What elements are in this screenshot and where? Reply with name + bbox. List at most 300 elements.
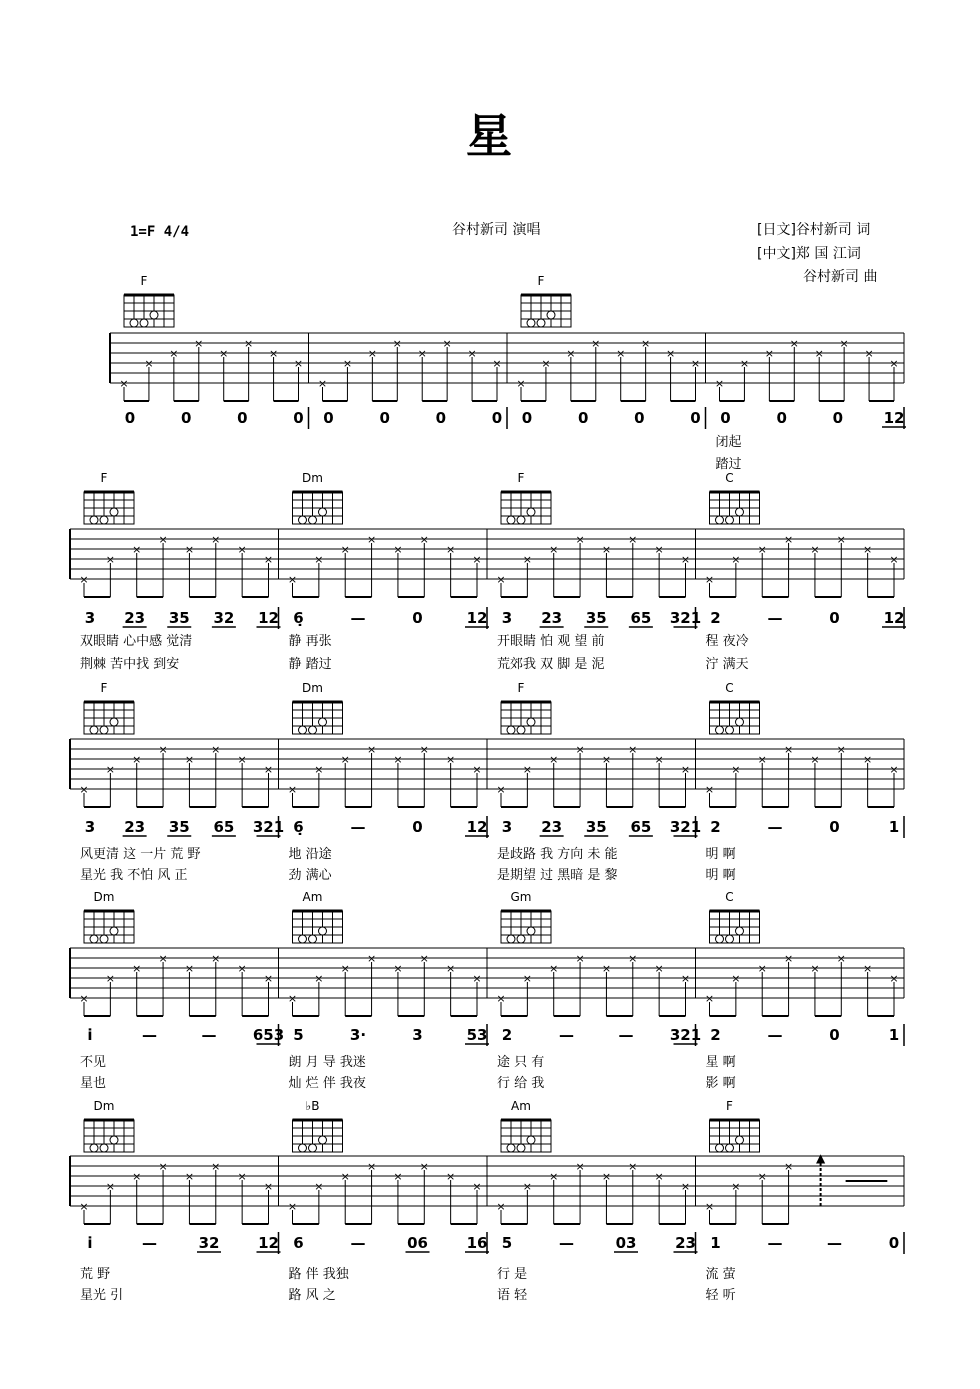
numbered-note: 0 bbox=[634, 409, 645, 427]
tab-x-mark: × bbox=[317, 377, 328, 390]
tab-x-mark: × bbox=[158, 533, 168, 546]
numbered-note: — bbox=[142, 1234, 157, 1252]
numbered-note: 2 bbox=[710, 818, 721, 836]
lyric-line-1: 程 夜冷 bbox=[705, 634, 749, 649]
tab-x-mark: × bbox=[366, 952, 377, 965]
numbered-note: 06 bbox=[407, 1234, 428, 1252]
tab-x-mark: × bbox=[496, 573, 506, 586]
tab-x-mark: × bbox=[79, 1200, 89, 1213]
tab-x-mark: × bbox=[366, 533, 377, 546]
tab-x-mark: × bbox=[836, 743, 846, 756]
numbered-note: 3 bbox=[412, 1026, 423, 1044]
tab-x-mark: × bbox=[105, 763, 115, 776]
lyric-line-2: 行 给 我 bbox=[497, 1076, 545, 1091]
tab-x-mark: × bbox=[549, 1170, 559, 1183]
finger-dot bbox=[527, 927, 535, 935]
key-signature: 1=F 4/4 bbox=[130, 224, 190, 240]
tab-x-mark: × bbox=[549, 753, 559, 766]
chord-name: F bbox=[517, 471, 525, 485]
tab-x-mark: × bbox=[704, 573, 715, 586]
lyric-line-2: 荆棘 苦中找 到安 bbox=[80, 657, 180, 672]
numbered-note: 65 bbox=[630, 818, 652, 836]
numbered-note: 03 bbox=[615, 1234, 637, 1252]
tab-x-mark: × bbox=[79, 573, 89, 586]
finger-dot bbox=[537, 319, 545, 327]
finger-dot bbox=[110, 1136, 118, 1144]
numbered-note: 0 bbox=[829, 1026, 840, 1044]
tab-x-mark: × bbox=[810, 962, 820, 975]
tab-x-mark: × bbox=[783, 952, 794, 965]
finger-dot bbox=[517, 726, 525, 734]
tab-x-mark: × bbox=[731, 763, 741, 776]
tab-x-mark: × bbox=[211, 952, 221, 965]
finger-dot bbox=[736, 508, 744, 516]
chord-name: Dm bbox=[93, 890, 115, 904]
numbered-note: 3 bbox=[501, 609, 513, 627]
numbered-note: 1 bbox=[888, 818, 900, 836]
lyric-line-2: 劲 满心 bbox=[288, 868, 332, 883]
tab-x-mark: × bbox=[472, 763, 482, 776]
numbered-note: 6̣ bbox=[293, 818, 304, 836]
tab-x-mark: × bbox=[764, 347, 774, 360]
tab-x-mark: × bbox=[169, 347, 179, 360]
finger-dot bbox=[150, 311, 158, 319]
tab-x-mark: × bbox=[287, 573, 298, 586]
tab-x-mark: × bbox=[132, 962, 142, 975]
tab-x-mark: × bbox=[237, 543, 247, 556]
tab-x-mark: × bbox=[472, 972, 482, 985]
finger-dot bbox=[110, 718, 118, 726]
tab-x-mark: × bbox=[287, 783, 298, 796]
finger-dot bbox=[726, 516, 734, 524]
lyric-line-2: 灿 烂 伴 我夜 bbox=[288, 1076, 366, 1091]
finger-dot bbox=[299, 726, 307, 734]
numbered-note: 0 bbox=[412, 818, 423, 836]
numbered-note: 0 bbox=[888, 1234, 900, 1252]
finger-dot bbox=[507, 516, 515, 524]
tab-x-mark: × bbox=[314, 553, 324, 566]
tab-x-mark: × bbox=[184, 1170, 195, 1183]
numbered-note: 12 bbox=[258, 1234, 279, 1252]
tab-x-mark: × bbox=[366, 743, 377, 756]
finger-dot bbox=[90, 935, 98, 943]
chord-name: Am bbox=[302, 890, 323, 904]
tab-x-mark: × bbox=[566, 347, 576, 360]
tab-x-mark: × bbox=[549, 543, 559, 556]
numbered-note: 2 bbox=[501, 1026, 513, 1044]
numbered-note: 0 bbox=[720, 409, 731, 427]
numbered-note: 53 bbox=[466, 1026, 488, 1044]
tab-x-mark: × bbox=[340, 1170, 350, 1183]
tab-x-mark: × bbox=[839, 337, 849, 350]
numbered-note: — bbox=[201, 1026, 217, 1044]
finger-dot bbox=[299, 935, 307, 943]
tab-x-mark: × bbox=[237, 753, 247, 766]
chord-name: F bbox=[100, 681, 108, 695]
tab-x-mark: × bbox=[731, 972, 741, 985]
tab-x-mark: × bbox=[616, 347, 626, 360]
numbered-note: 12 bbox=[466, 818, 488, 836]
tab-x-mark: × bbox=[132, 1170, 142, 1183]
chord-name: ♭B bbox=[305, 1099, 320, 1113]
numbered-note: 35 bbox=[585, 609, 607, 627]
finger-dot bbox=[736, 1136, 744, 1144]
tab-x-mark: × bbox=[601, 753, 612, 766]
tab-x-mark: × bbox=[628, 533, 638, 546]
tab-x-mark: × bbox=[446, 543, 456, 556]
chord-name: C bbox=[725, 890, 734, 904]
lyric-line-1: 双眼睛 心中感 觉清 bbox=[80, 634, 193, 649]
tab-x-mark: × bbox=[522, 1180, 532, 1193]
staff-system bbox=[70, 471, 906, 672]
numbered-note: 653 bbox=[252, 1026, 285, 1044]
tab-x-mark: × bbox=[314, 1180, 324, 1193]
tab-x-mark: × bbox=[340, 753, 350, 766]
finger-dot bbox=[90, 1144, 98, 1152]
chord-name: C bbox=[725, 681, 734, 695]
lyric-line-1: 流 萤 bbox=[705, 1267, 736, 1282]
tab-x-mark: × bbox=[314, 763, 324, 776]
numbered-note: — bbox=[767, 1026, 783, 1044]
numbered-note: — bbox=[350, 818, 366, 836]
numbered-note: 32 bbox=[198, 1234, 220, 1252]
numbered-note: 0 bbox=[577, 409, 589, 427]
tab-x-mark: × bbox=[549, 962, 559, 975]
numbered-note: 2 bbox=[710, 1026, 721, 1044]
tab-x-mark: × bbox=[731, 1180, 741, 1193]
tab-x-mark: × bbox=[211, 743, 221, 756]
finger-dot bbox=[507, 726, 515, 734]
tab-x-mark: × bbox=[863, 962, 873, 975]
staff-system bbox=[110, 274, 906, 472]
numbered-note: 5 bbox=[293, 1026, 304, 1044]
numbered-note: 35 bbox=[585, 818, 607, 836]
lyric-line-1: 途 只 有 bbox=[497, 1055, 545, 1070]
tab-x-mark: × bbox=[467, 347, 477, 360]
arrow-up-icon: ▲ bbox=[815, 1151, 826, 1165]
finger-dot bbox=[527, 319, 535, 327]
finger-dot bbox=[507, 935, 515, 943]
tab-x-mark: × bbox=[393, 543, 403, 556]
tab-x-mark: × bbox=[237, 1170, 247, 1183]
tab-x-mark: × bbox=[263, 553, 274, 566]
lyric-line-2: 明 啊 bbox=[705, 868, 736, 883]
finger-dot bbox=[517, 516, 525, 524]
tab-x-mark: × bbox=[219, 347, 229, 360]
tab-x-mark: × bbox=[680, 763, 691, 776]
numbered-note: 321 bbox=[669, 609, 702, 627]
numbered-note: — bbox=[350, 1234, 366, 1252]
numbered-note: 0 bbox=[180, 409, 192, 427]
tab-x-mark: × bbox=[704, 1200, 715, 1213]
tab-x-mark: × bbox=[184, 543, 195, 556]
tab-x-mark: × bbox=[417, 347, 427, 360]
tab-x-mark: × bbox=[810, 543, 820, 556]
numbered-note: 16 bbox=[466, 1234, 488, 1252]
numbered-note: 12 bbox=[258, 609, 279, 627]
lyric-line-1: 风更清 这 一片 荒 野 bbox=[80, 847, 201, 862]
chord-name: F bbox=[100, 471, 108, 485]
tab-x-mark: × bbox=[654, 753, 664, 766]
tab-x-mark: × bbox=[442, 337, 452, 350]
tab-x-mark: × bbox=[783, 1160, 794, 1173]
finger-dot bbox=[110, 508, 118, 516]
finger-dot bbox=[319, 1136, 327, 1144]
tab-x-mark: × bbox=[263, 763, 274, 776]
tab-x-mark: × bbox=[194, 337, 204, 350]
lyric-line-1: 静 再张 bbox=[288, 634, 332, 649]
tab-x-mark: × bbox=[601, 1170, 612, 1183]
tab-x-mark: × bbox=[268, 347, 279, 360]
tab-x-mark: × bbox=[393, 753, 403, 766]
chord-name: Dm bbox=[93, 1099, 115, 1113]
numbered-note: 0 bbox=[491, 409, 503, 427]
song-title: 星 bbox=[466, 109, 514, 163]
tab-x-mark: × bbox=[419, 533, 429, 546]
tab-x-mark: × bbox=[105, 972, 115, 985]
tab-x-mark: × bbox=[680, 1180, 691, 1193]
finger-dot bbox=[726, 1144, 734, 1152]
tab-x-mark: × bbox=[472, 553, 482, 566]
lyric-line-1: 荒 野 bbox=[80, 1267, 111, 1282]
lyric-line-1: 是歧路 我 方向 未 能 bbox=[497, 847, 618, 862]
tab-x-mark: × bbox=[293, 357, 304, 370]
tab-x-mark: × bbox=[654, 962, 664, 975]
numbered-note: 0 bbox=[237, 409, 248, 427]
lyric-line-2: 影 啊 bbox=[705, 1076, 736, 1091]
tab-x-mark: × bbox=[810, 753, 820, 766]
finger-dot bbox=[319, 927, 327, 935]
tab-x-mark: × bbox=[211, 1160, 221, 1173]
tab-x-mark: × bbox=[889, 972, 899, 985]
numbered-note: 23 bbox=[675, 1234, 696, 1252]
lyric-line-2: 星也 bbox=[80, 1076, 107, 1091]
lyricist-chinese-credit: [中文]郑 国 江词 bbox=[757, 246, 861, 262]
lyric-line-1: 行 是 bbox=[497, 1267, 528, 1282]
tab-x-mark: × bbox=[184, 962, 195, 975]
tab-x-mark: × bbox=[516, 377, 526, 390]
chord-name: Am bbox=[511, 1099, 531, 1113]
tab-x-mark: × bbox=[211, 533, 221, 546]
finger-dot bbox=[309, 516, 317, 524]
numbered-note: 32 bbox=[213, 609, 235, 627]
finger-dot bbox=[90, 726, 98, 734]
numbered-note: 0 bbox=[829, 609, 840, 627]
numbered-note: 0 bbox=[412, 609, 423, 627]
tab-x-mark: × bbox=[105, 553, 115, 566]
lyric-line-2: 语 轻 bbox=[497, 1288, 528, 1303]
numbered-note: 3· bbox=[349, 1026, 367, 1044]
tab-x-mark: × bbox=[601, 962, 612, 975]
tab-x-mark: × bbox=[492, 357, 502, 370]
numbered-note: 0 bbox=[435, 409, 447, 427]
tab-x-mark: × bbox=[680, 553, 691, 566]
lyric-line-1: 星 啊 bbox=[705, 1055, 736, 1070]
tab-x-mark: × bbox=[889, 357, 899, 370]
lyric-line-2: 路 风 之 bbox=[288, 1288, 336, 1303]
staff-system bbox=[70, 681, 904, 883]
finger-dot bbox=[527, 718, 535, 726]
numbered-note: 0 bbox=[293, 409, 304, 427]
finger-dot bbox=[547, 311, 555, 319]
tab-x-mark: × bbox=[446, 753, 456, 766]
tab-x-mark: × bbox=[419, 952, 429, 965]
tab-x-mark: × bbox=[144, 357, 154, 370]
lyric-line-2: 星光 引 bbox=[80, 1288, 124, 1303]
composer-credit: 谷村新司 曲 bbox=[803, 269, 878, 285]
tab-x-mark: × bbox=[739, 357, 750, 370]
numbered-note: 0 bbox=[776, 409, 787, 427]
tab-x-mark: × bbox=[393, 962, 403, 975]
lyric-line-2: 星光 我 不怕 风 正 bbox=[80, 868, 188, 883]
lyric-line-1: 地 沿途 bbox=[288, 847, 332, 862]
tab-x-mark: × bbox=[814, 347, 824, 360]
tab-x-mark: × bbox=[541, 357, 551, 370]
finger-dot bbox=[100, 935, 108, 943]
tab-x-mark: × bbox=[836, 952, 846, 965]
chord-name: C bbox=[725, 471, 734, 485]
lyric-line-1: 不见 bbox=[80, 1055, 107, 1070]
numbered-note: 65 bbox=[213, 818, 235, 836]
numbered-note: 0 bbox=[379, 409, 390, 427]
tab-x-mark: × bbox=[757, 753, 767, 766]
finger-dot bbox=[527, 508, 535, 516]
tab-x-mark: × bbox=[119, 377, 129, 390]
chord-name: F bbox=[517, 681, 525, 695]
tab-x-mark: × bbox=[184, 753, 195, 766]
finger-dot bbox=[736, 927, 744, 935]
tab-x-mark: × bbox=[864, 347, 874, 360]
tab-x-mark: × bbox=[789, 337, 799, 350]
tab-x-mark: × bbox=[446, 962, 456, 975]
lyric-line-2: 静 踏过 bbox=[288, 657, 332, 672]
numbered-note: 0 bbox=[521, 409, 533, 427]
tab-x-mark: × bbox=[237, 962, 247, 975]
tab-x-mark: × bbox=[757, 962, 767, 975]
finger-dot bbox=[100, 1144, 108, 1152]
lyric-line-2: 荒郊我 双 脚 是 泥 bbox=[497, 657, 605, 672]
tab-x-mark: × bbox=[628, 1160, 638, 1173]
performer-credit: 谷村新司 演唱 bbox=[452, 222, 541, 238]
finger-dot bbox=[100, 516, 108, 524]
tab-x-mark: × bbox=[79, 992, 89, 1005]
tab-x-mark: × bbox=[158, 952, 168, 965]
numbered-note: — bbox=[767, 609, 783, 627]
tab-x-mark: × bbox=[472, 1180, 482, 1193]
numbered-note: 0 bbox=[323, 409, 334, 427]
numbered-note: 3 bbox=[501, 818, 513, 836]
tab-x-mark: × bbox=[132, 543, 142, 556]
tab-x-mark: × bbox=[392, 337, 402, 350]
numbered-note: 3 bbox=[84, 818, 96, 836]
numbered-note: 12 bbox=[466, 609, 488, 627]
finger-dot bbox=[299, 1144, 307, 1152]
numbered-note: 6 bbox=[293, 1234, 304, 1252]
numbered-note: 321 bbox=[669, 1026, 702, 1044]
numbered-note: 5 bbox=[501, 1234, 513, 1252]
finger-dot bbox=[100, 726, 108, 734]
numbered-note: — bbox=[559, 1234, 574, 1252]
lyric-line-1: 明 啊 bbox=[705, 847, 736, 862]
finger-dot bbox=[110, 927, 118, 935]
tab-x-mark: × bbox=[757, 1170, 767, 1183]
tab-x-mark: × bbox=[158, 743, 168, 756]
tab-x-mark: × bbox=[665, 347, 676, 360]
chord-name: F bbox=[537, 274, 545, 288]
numbered-note: — bbox=[618, 1026, 634, 1044]
lyric-line-1: 开眼睛 怕 观 望 前 bbox=[497, 634, 605, 649]
tab-x-mark: × bbox=[704, 783, 715, 796]
lyricist-japanese-credit: [日文]谷村新司 词 bbox=[757, 222, 871, 238]
tab-x-mark: × bbox=[263, 972, 274, 985]
chord-name: Gm bbox=[510, 890, 532, 904]
tab-x-mark: × bbox=[79, 783, 89, 796]
numbered-note: 65 bbox=[630, 609, 652, 627]
lyric-line-2: 轻 听 bbox=[705, 1288, 736, 1303]
chord-name: Dm bbox=[302, 681, 323, 695]
staff-system bbox=[70, 1099, 904, 1303]
tab-x-mark: × bbox=[522, 972, 532, 985]
chord-name: F bbox=[140, 274, 148, 288]
finger-dot bbox=[716, 516, 724, 524]
chord-name: F bbox=[726, 1099, 733, 1113]
finger-dot bbox=[726, 935, 734, 943]
tab-x-mark: × bbox=[704, 992, 715, 1005]
tab-x-mark: × bbox=[496, 992, 506, 1005]
numbered-note: — bbox=[142, 1026, 157, 1044]
lyric-line-2: 是期望 过 黑暗 是 黎 bbox=[497, 868, 618, 883]
tab-x-mark: × bbox=[628, 952, 638, 965]
numbered-note: 6̣ bbox=[293, 609, 304, 627]
tab-x-mark: × bbox=[419, 743, 429, 756]
tab-x-mark: × bbox=[714, 377, 725, 390]
finger-dot bbox=[527, 1136, 535, 1144]
numbered-note: 23 bbox=[541, 609, 563, 627]
lyric-line-2: 泞 满天 bbox=[705, 657, 749, 672]
tab-x-mark: × bbox=[680, 972, 691, 985]
lyric-line-1: 路 伴 我独 bbox=[288, 1267, 349, 1282]
tab-x-mark: × bbox=[496, 783, 506, 796]
numbered-note: 35 bbox=[168, 609, 190, 627]
tab-x-mark: × bbox=[575, 743, 585, 756]
staff-system bbox=[70, 890, 904, 1091]
numbered-note: — bbox=[350, 609, 366, 627]
finger-dot bbox=[517, 935, 525, 943]
tab-x-mark: × bbox=[863, 543, 873, 556]
numbered-note: 1 bbox=[888, 1026, 900, 1044]
numbered-note: 321 bbox=[669, 818, 702, 836]
numbered-note: — bbox=[559, 1026, 574, 1044]
finger-dot bbox=[309, 726, 317, 734]
finger-dot bbox=[130, 319, 138, 327]
numbered-note: 321 bbox=[252, 818, 285, 836]
numbered-note: — bbox=[767, 1234, 783, 1252]
finger-dot bbox=[716, 1144, 724, 1152]
numbered-note: 0 bbox=[690, 409, 701, 427]
numbered-note: i̇ bbox=[87, 1234, 93, 1252]
chord-name: Dm bbox=[302, 471, 323, 485]
numbered-note: 12 bbox=[883, 409, 905, 427]
tab-x-mark: × bbox=[287, 992, 298, 1005]
finger-dot bbox=[736, 718, 744, 726]
tab-x-mark: × bbox=[654, 543, 664, 556]
tab-x-mark: × bbox=[690, 357, 701, 370]
tab-x-mark: × bbox=[601, 543, 612, 556]
numbered-note: 0 bbox=[829, 818, 840, 836]
tab-x-mark: × bbox=[105, 1180, 115, 1193]
numbered-note: 35 bbox=[168, 818, 190, 836]
numbered-note: — bbox=[767, 818, 783, 836]
